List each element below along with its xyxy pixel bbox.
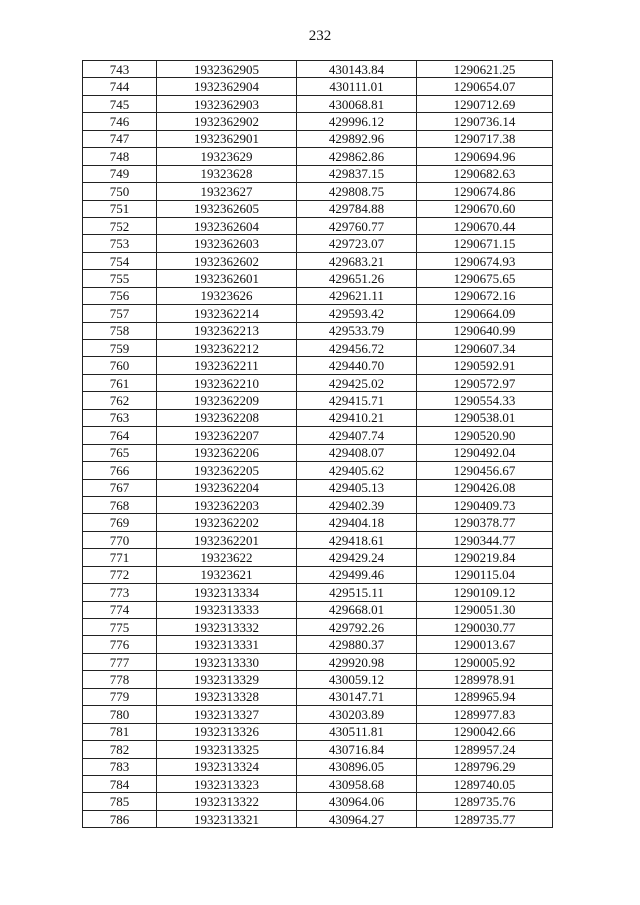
point-id-cell: 19323626 xyxy=(157,287,297,304)
y-coordinate-cell: 1290621.25 xyxy=(417,61,553,78)
table-row xyxy=(83,706,553,723)
point-number-cell: 748 xyxy=(83,148,157,165)
point-number-cell: 767 xyxy=(83,479,157,496)
point-id-cell: 1932313324 xyxy=(157,758,297,775)
page-number: 232 xyxy=(308,28,332,44)
table-row xyxy=(83,322,553,339)
table-row xyxy=(83,148,553,165)
x-coordinate-cell: 429405.13 xyxy=(297,479,417,496)
x-coordinate-cell: 429456.72 xyxy=(297,340,417,357)
table-row xyxy=(83,671,553,688)
coordinates-table xyxy=(82,60,553,828)
table-row xyxy=(83,374,553,391)
x-coordinate-cell: 429593.42 xyxy=(297,305,417,322)
x-coordinate-cell: 429402.39 xyxy=(297,496,417,513)
point-number-cell: 753 xyxy=(83,235,157,252)
x-coordinate-cell: 429723.07 xyxy=(297,235,417,252)
point-id-cell: 19323628 xyxy=(157,165,297,182)
point-number-cell: 759 xyxy=(83,340,157,357)
table-row xyxy=(83,340,553,357)
table-row xyxy=(83,758,553,775)
table-row xyxy=(83,479,553,496)
x-coordinate-cell: 429499.46 xyxy=(297,566,417,583)
point-number-cell: 761 xyxy=(83,374,157,391)
y-coordinate-cell: 1290694.96 xyxy=(417,148,553,165)
x-coordinate-cell: 429920.98 xyxy=(297,653,417,670)
y-coordinate-cell: 1290717.38 xyxy=(417,130,553,147)
point-number-cell: 755 xyxy=(83,270,157,287)
point-number-cell: 750 xyxy=(83,183,157,200)
y-coordinate-cell: 1290456.67 xyxy=(417,462,553,479)
point-number-cell: 780 xyxy=(83,706,157,723)
point-id-cell: 19323621 xyxy=(157,566,297,583)
y-coordinate-cell: 1290674.86 xyxy=(417,183,553,200)
point-id-cell: 1932362603 xyxy=(157,235,297,252)
point-number-cell: 743 xyxy=(83,61,157,78)
point-number-cell: 774 xyxy=(83,601,157,618)
table-row xyxy=(83,95,553,112)
y-coordinate-cell: 1290675.65 xyxy=(417,270,553,287)
table-row xyxy=(83,584,553,601)
point-id-cell: 1932362209 xyxy=(157,392,297,409)
point-id-cell: 1932362201 xyxy=(157,531,297,548)
x-coordinate-cell: 429408.07 xyxy=(297,444,417,461)
point-number-cell: 757 xyxy=(83,305,157,322)
y-coordinate-cell: 1290219.84 xyxy=(417,549,553,566)
point-number-cell: 779 xyxy=(83,688,157,705)
table-row xyxy=(83,252,553,269)
point-number-cell: 786 xyxy=(83,810,157,827)
y-coordinate-cell: 1290674.93 xyxy=(417,252,553,269)
table-row xyxy=(83,549,553,566)
point-id-cell: 1932362208 xyxy=(157,409,297,426)
point-number-cell: 782 xyxy=(83,741,157,758)
y-coordinate-cell: 1290492.04 xyxy=(417,444,553,461)
point-number-cell: 784 xyxy=(83,775,157,792)
table-row xyxy=(83,409,553,426)
point-id-cell: 1932362602 xyxy=(157,252,297,269)
point-id-cell: 1932362204 xyxy=(157,479,297,496)
y-coordinate-cell: 1289978.91 xyxy=(417,671,553,688)
y-coordinate-cell: 1289735.76 xyxy=(417,793,553,810)
point-id-cell: 1932313326 xyxy=(157,723,297,740)
x-coordinate-cell: 429760.77 xyxy=(297,217,417,234)
point-id-cell: 1932313329 xyxy=(157,671,297,688)
y-coordinate-cell: 1290664.09 xyxy=(417,305,553,322)
x-coordinate-cell: 429407.74 xyxy=(297,427,417,444)
y-coordinate-cell: 1290030.77 xyxy=(417,619,553,636)
point-number-cell: 768 xyxy=(83,496,157,513)
point-id-cell: 1932313332 xyxy=(157,619,297,636)
point-number-cell: 763 xyxy=(83,409,157,426)
y-coordinate-cell: 1289735.77 xyxy=(417,810,553,827)
point-number-cell: 745 xyxy=(83,95,157,112)
x-coordinate-cell: 429425.02 xyxy=(297,374,417,391)
x-coordinate-cell: 429996.12 xyxy=(297,113,417,130)
point-number-cell: 747 xyxy=(83,130,157,147)
point-id-cell: 19323622 xyxy=(157,549,297,566)
point-number-cell: 749 xyxy=(83,165,157,182)
point-number-cell: 764 xyxy=(83,427,157,444)
point-id-cell: 1932362203 xyxy=(157,496,297,513)
y-coordinate-cell: 1289796.29 xyxy=(417,758,553,775)
x-coordinate-cell: 429418.61 xyxy=(297,531,417,548)
y-coordinate-cell: 1290712.69 xyxy=(417,95,553,112)
table-row xyxy=(83,653,553,670)
table-row xyxy=(83,165,553,182)
x-coordinate-cell: 429415.71 xyxy=(297,392,417,409)
y-coordinate-cell: 1290682.63 xyxy=(417,165,553,182)
y-coordinate-cell: 1290572.97 xyxy=(417,374,553,391)
y-coordinate-cell: 1290670.60 xyxy=(417,200,553,217)
y-coordinate-cell: 1290109.12 xyxy=(417,584,553,601)
table-row xyxy=(83,113,553,130)
x-coordinate-cell: 429405.62 xyxy=(297,462,417,479)
x-coordinate-cell: 429651.26 xyxy=(297,270,417,287)
y-coordinate-cell: 1290042.66 xyxy=(417,723,553,740)
point-number-cell: 752 xyxy=(83,217,157,234)
x-coordinate-cell: 430068.81 xyxy=(297,95,417,112)
point-id-cell: 1932313333 xyxy=(157,601,297,618)
point-id-cell: 1932362211 xyxy=(157,357,297,374)
x-coordinate-cell: 429404.18 xyxy=(297,514,417,531)
point-number-cell: 770 xyxy=(83,531,157,548)
point-number-cell: 769 xyxy=(83,514,157,531)
x-coordinate-cell: 429429.24 xyxy=(297,549,417,566)
point-number-cell: 773 xyxy=(83,584,157,601)
y-coordinate-cell: 1290554.33 xyxy=(417,392,553,409)
point-id-cell: 1932313325 xyxy=(157,741,297,758)
point-id-cell: 1932313328 xyxy=(157,688,297,705)
point-number-cell: 777 xyxy=(83,653,157,670)
table-row xyxy=(83,688,553,705)
point-id-cell: 1932362213 xyxy=(157,322,297,339)
y-coordinate-cell: 1289977.83 xyxy=(417,706,553,723)
x-coordinate-cell: 430958.68 xyxy=(297,775,417,792)
point-id-cell: 19323627 xyxy=(157,183,297,200)
table-row xyxy=(83,601,553,618)
x-coordinate-cell: 429880.37 xyxy=(297,636,417,653)
y-coordinate-cell: 1290640.99 xyxy=(417,322,553,339)
table-row xyxy=(83,723,553,740)
table-row xyxy=(83,392,553,409)
point-number-cell: 765 xyxy=(83,444,157,461)
point-id-cell: 1932362202 xyxy=(157,514,297,531)
table-row xyxy=(83,531,553,548)
point-id-cell: 1932362905 xyxy=(157,61,297,78)
point-id-cell: 1932362605 xyxy=(157,200,297,217)
x-coordinate-cell: 429862.86 xyxy=(297,148,417,165)
y-coordinate-cell: 1290409.73 xyxy=(417,496,553,513)
table-row xyxy=(83,287,553,304)
x-coordinate-cell: 430964.06 xyxy=(297,793,417,810)
x-coordinate-cell: 429515.11 xyxy=(297,584,417,601)
table-row xyxy=(83,427,553,444)
point-id-cell: 1932362205 xyxy=(157,462,297,479)
x-coordinate-cell: 429808.75 xyxy=(297,183,417,200)
point-number-cell: 754 xyxy=(83,252,157,269)
point-number-cell: 758 xyxy=(83,322,157,339)
table-row xyxy=(83,61,553,78)
point-number-cell: 785 xyxy=(83,793,157,810)
x-coordinate-cell: 429668.01 xyxy=(297,601,417,618)
x-coordinate-cell: 430203.89 xyxy=(297,706,417,723)
table-row xyxy=(83,270,553,287)
x-coordinate-cell: 429410.21 xyxy=(297,409,417,426)
table-row xyxy=(83,130,553,147)
table-row xyxy=(83,775,553,792)
y-coordinate-cell: 1289965.94 xyxy=(417,688,553,705)
point-number-cell: 778 xyxy=(83,671,157,688)
point-id-cell: 1932362604 xyxy=(157,217,297,234)
y-coordinate-cell: 1290592.91 xyxy=(417,357,553,374)
x-coordinate-cell: 429683.21 xyxy=(297,252,417,269)
table-row xyxy=(83,462,553,479)
y-coordinate-cell: 1290736.14 xyxy=(417,113,553,130)
y-coordinate-cell: 1290671.15 xyxy=(417,235,553,252)
y-coordinate-cell: 1290013.67 xyxy=(417,636,553,653)
point-number-cell: 744 xyxy=(83,78,157,95)
coordinates-table-body xyxy=(83,61,553,828)
point-id-cell: 1932362903 xyxy=(157,95,297,112)
table-row xyxy=(83,810,553,827)
x-coordinate-cell: 430716.84 xyxy=(297,741,417,758)
table-row xyxy=(83,793,553,810)
x-coordinate-cell: 429533.79 xyxy=(297,322,417,339)
y-coordinate-cell: 1290538.01 xyxy=(417,409,553,426)
table-row xyxy=(83,444,553,461)
table-row xyxy=(83,200,553,217)
y-coordinate-cell: 1290654.07 xyxy=(417,78,553,95)
point-id-cell: 1932362902 xyxy=(157,113,297,130)
point-id-cell: 1932313323 xyxy=(157,775,297,792)
x-coordinate-cell: 430964.27 xyxy=(297,810,417,827)
x-coordinate-cell: 429837.15 xyxy=(297,165,417,182)
y-coordinate-cell: 1290607.34 xyxy=(417,340,553,357)
point-number-cell: 781 xyxy=(83,723,157,740)
table-row xyxy=(83,357,553,374)
y-coordinate-cell: 1289957.24 xyxy=(417,741,553,758)
point-number-cell: 771 xyxy=(83,549,157,566)
point-id-cell: 19323629 xyxy=(157,148,297,165)
table-row xyxy=(83,496,553,513)
point-number-cell: 775 xyxy=(83,619,157,636)
y-coordinate-cell: 1290670.44 xyxy=(417,217,553,234)
x-coordinate-cell: 430143.84 xyxy=(297,61,417,78)
y-coordinate-cell: 1290344.77 xyxy=(417,531,553,548)
point-number-cell: 772 xyxy=(83,566,157,583)
point-id-cell: 1932313330 xyxy=(157,653,297,670)
x-coordinate-cell: 430059.12 xyxy=(297,671,417,688)
y-coordinate-cell: 1290672.16 xyxy=(417,287,553,304)
point-id-cell: 1932362206 xyxy=(157,444,297,461)
x-coordinate-cell: 430511.81 xyxy=(297,723,417,740)
table-row xyxy=(83,183,553,200)
point-id-cell: 1932362207 xyxy=(157,427,297,444)
point-number-cell: 746 xyxy=(83,113,157,130)
table-row xyxy=(83,235,553,252)
point-number-cell: 760 xyxy=(83,357,157,374)
point-number-cell: 783 xyxy=(83,758,157,775)
point-id-cell: 1932362904 xyxy=(157,78,297,95)
table-row xyxy=(83,741,553,758)
point-id-cell: 1932313331 xyxy=(157,636,297,653)
point-number-cell: 762 xyxy=(83,392,157,409)
x-coordinate-cell: 429792.26 xyxy=(297,619,417,636)
table-row xyxy=(83,514,553,531)
y-coordinate-cell: 1290115.04 xyxy=(417,566,553,583)
x-coordinate-cell: 429892.96 xyxy=(297,130,417,147)
point-number-cell: 766 xyxy=(83,462,157,479)
table-row xyxy=(83,619,553,636)
x-coordinate-cell: 430896.05 xyxy=(297,758,417,775)
y-coordinate-cell: 1290520.90 xyxy=(417,427,553,444)
table-row xyxy=(83,217,553,234)
table-row xyxy=(83,78,553,95)
point-id-cell: 1932362212 xyxy=(157,340,297,357)
x-coordinate-cell: 430111.01 xyxy=(297,78,417,95)
point-id-cell: 1932313327 xyxy=(157,706,297,723)
x-coordinate-cell: 429784.88 xyxy=(297,200,417,217)
point-id-cell: 1932362210 xyxy=(157,374,297,391)
x-coordinate-cell: 429440.70 xyxy=(297,357,417,374)
table-row xyxy=(83,305,553,322)
x-coordinate-cell: 430147.71 xyxy=(297,688,417,705)
y-coordinate-cell: 1290426.08 xyxy=(417,479,553,496)
y-coordinate-cell: 1289740.05 xyxy=(417,775,553,792)
point-number-cell: 776 xyxy=(83,636,157,653)
point-number-cell: 751 xyxy=(83,200,157,217)
table-row xyxy=(83,636,553,653)
point-id-cell: 1932362901 xyxy=(157,130,297,147)
point-id-cell: 1932313321 xyxy=(157,810,297,827)
point-id-cell: 1932313322 xyxy=(157,793,297,810)
point-id-cell: 1932362601 xyxy=(157,270,297,287)
point-id-cell: 1932313334 xyxy=(157,584,297,601)
point-number-cell: 756 xyxy=(83,287,157,304)
x-coordinate-cell: 429621.11 xyxy=(297,287,417,304)
table-row xyxy=(83,566,553,583)
point-id-cell: 1932362214 xyxy=(157,305,297,322)
y-coordinate-cell: 1290005.92 xyxy=(417,653,553,670)
y-coordinate-cell: 1290051.30 xyxy=(417,601,553,618)
y-coordinate-cell: 1290378.77 xyxy=(417,514,553,531)
